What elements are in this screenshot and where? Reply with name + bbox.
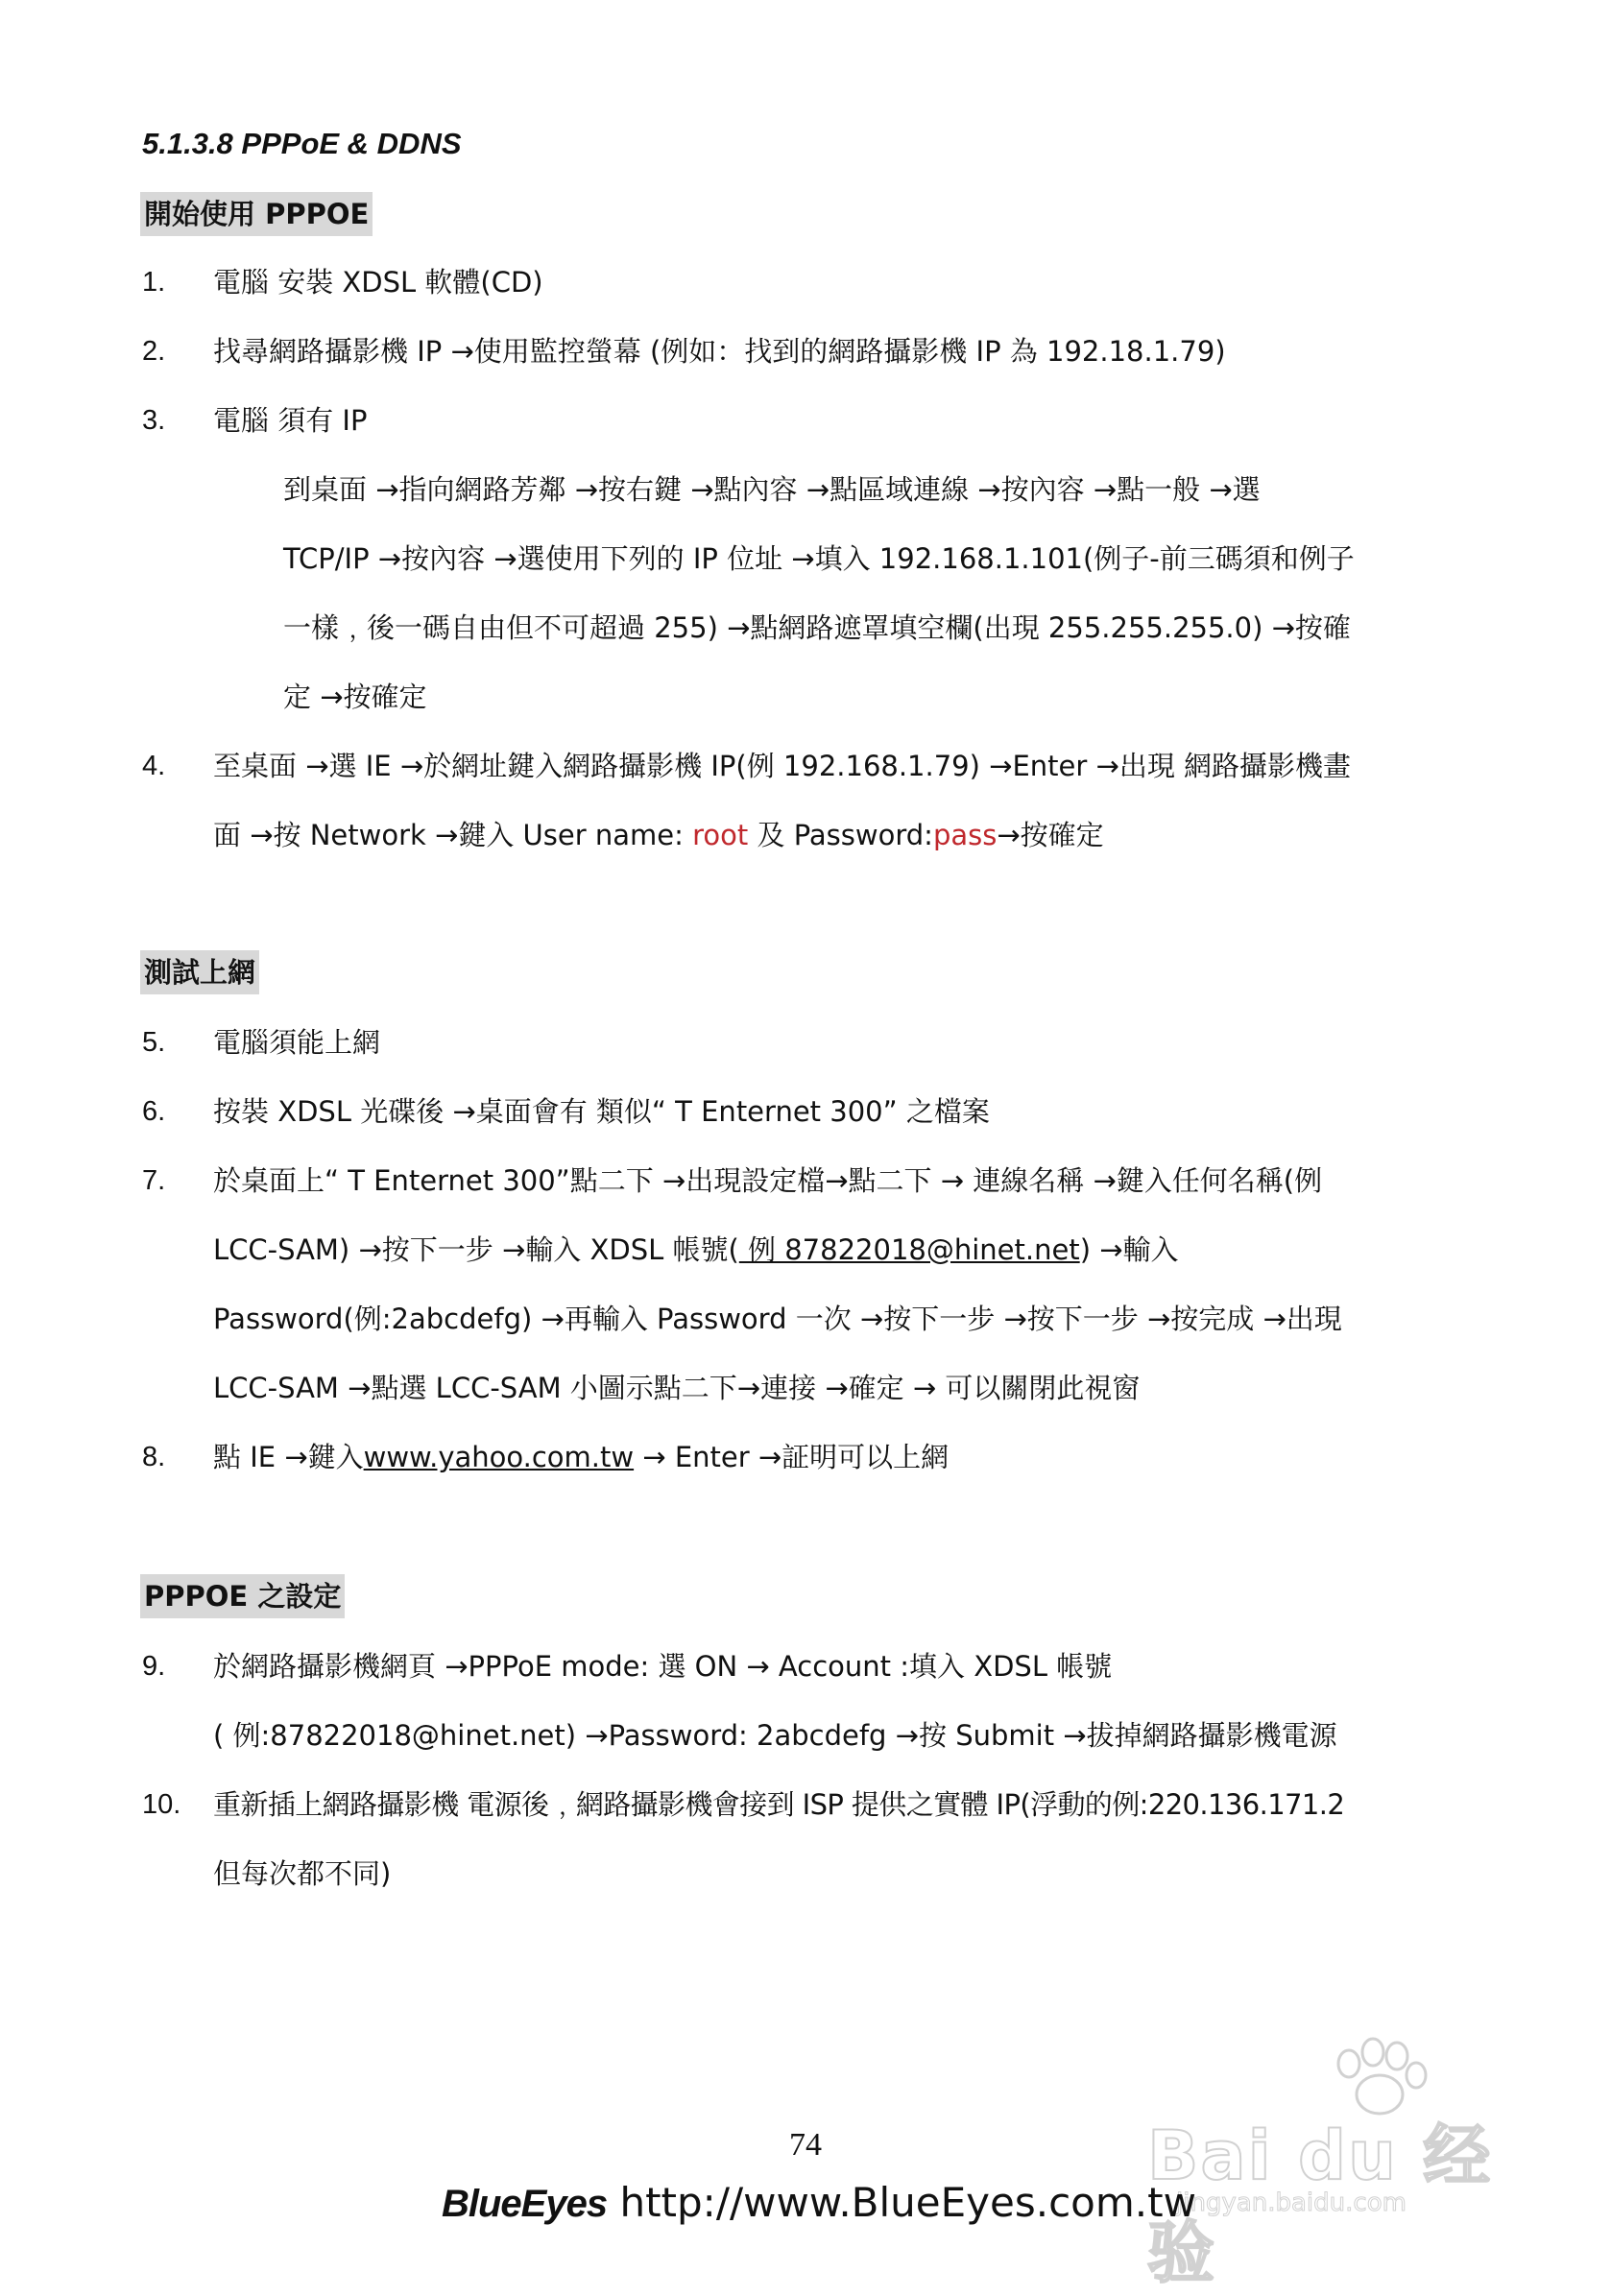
item-text-2: 找尋網路攝影機 IP →使用監控螢幕 (例如：找到的網路攝影機 IP 為 192.18.1.79) (213, 335, 1226, 368)
yahoo-link[interactable]: www.yahoo.com.tw (363, 1441, 635, 1473)
item-number-7: 7. (142, 1165, 166, 1196)
heading-pppoe-settings: PPPOE 之設定 (140, 1574, 345, 1618)
item-text-3-line-4: 定 →按確定 (283, 681, 427, 713)
item-number-5: 5. (142, 1027, 166, 1058)
item-text-3: 電腦 須有 IP (213, 404, 368, 437)
item-text-3-line-1: 到桌面 →指向網路芳鄰 →按右鍵 →點內容 →點區域連線 →按內容 →點一般 →選 (283, 473, 1261, 506)
section-title: 5.1.3.8 PPPoE & DDNS (142, 127, 462, 160)
item-text-3-line-2: TCP/IP →按內容 →選使用下列的 IP 位址 →填入 192.168.1.101(例子-前三碼須和例子 (283, 542, 1355, 575)
brand-logo: BlueEyes (442, 2183, 608, 2225)
footer-brand-line (442, 2179, 1196, 2226)
item-number-8: 8. (142, 1442, 166, 1472)
footer-url[interactable]: http://www.BlueEyes.com.tw (619, 2179, 1196, 2226)
item-text-1: 電腦 安裝 XDSL 軟體(CD) (213, 266, 543, 299)
item-number-4: 4. (142, 751, 166, 781)
heading-test-internet: 測試上網 (140, 950, 259, 994)
item-text-10-line-1: 重新插上網路攝影機 電源後﹐網路攝影機會接到 ISP 提供之實體 IP(浮動的例:220.136.171.2 (213, 1788, 1345, 1821)
item-text-7-suffix: ) →輸入 (1079, 1233, 1179, 1266)
watermark-url: jingyan.baidu.com (1176, 2188, 1407, 2217)
item-text-10-line-2: 但每次都不同) (213, 1857, 392, 1890)
item-text-4-line-1: 至桌面 →選 IE →於網址鍵入網路攝影機 IP(例 192.168.1.79) →Enter →出現 網路攝影機畫 (213, 750, 1352, 782)
item-text-5: 電腦須能上網 (213, 1026, 381, 1059)
item-text-6: 按裝 XDSL 光碟後 →桌面會有 類似“ T Enternet 300” 之檔案 (213, 1095, 990, 1128)
item-text-9-line-2: ( 例:87822018@hinet.net) →Password: 2abcdefg →按 Submit →拔掉網路攝影機電源 (213, 1719, 1337, 1752)
item-text-8-prefix: 點 IE →鍵入 (213, 1441, 364, 1473)
item-number-3: 3. (142, 405, 166, 436)
item-number-6: 6. (142, 1096, 166, 1127)
item-text-4-prefix: 面 →按 Network →鍵入 User name: (213, 819, 693, 851)
item-text-8 (213, 1438, 949, 1476)
hinet-account-link[interactable]: 例 87822018@hinet.net (738, 1233, 1080, 1266)
item-text-4-suffix: →按確定 (997, 819, 1104, 851)
item-number-9: 9. (142, 1651, 166, 1682)
item-number-2: 2. (142, 336, 166, 367)
item-text-9-line-1: 於網路攝影機網頁 →PPPoE mode: 選 ON → Account :填入 XDSL 帳號 (213, 1650, 1113, 1683)
item-text-7-line-2 (213, 1231, 1179, 1269)
heading-start-pppoe: 開始使用 PPPOE (140, 192, 373, 236)
watermark-logo: Bai du 经验 (1147, 2117, 1493, 2292)
item-text-7-prefix: LCC-SAM) →按下一步 →輸入 XDSL 帳號( (213, 1233, 739, 1266)
item-number-10: 10. (142, 1789, 181, 1820)
page-number: 74 (789, 2127, 822, 2163)
username-value: root (692, 819, 749, 851)
item-text-7-line-3: Password(例:2abcdefg) →再輸入 Password 一次 →按下一步 →按下一步 →按完成 →出現 (213, 1303, 1342, 1335)
item-text-3-line-3: 一樣﹐後一碼自由但不可超過 255) →點網路遮罩填空欄(出現 255.255.255.0) →按確 (283, 611, 1351, 644)
item-text-8-suffix: → Enter →証明可以上網 (634, 1441, 950, 1473)
item-text-7-line-1: 於桌面上“ T Enternet 300”點二下 →出現設定檔→點二下 → 連線名稱 →鍵入任何名稱(例 (213, 1164, 1323, 1197)
item-text-4-middle: 及 Password: (748, 819, 933, 851)
password-value: pass (932, 819, 998, 851)
item-text-4-line-2 (213, 816, 1104, 854)
item-text-7-line-4: LCC-SAM →點選 LCC-SAM 小圖示點二下→連接 →確定 → 可以關閉此視窗 (213, 1372, 1141, 1404)
item-number-1: 1. (142, 267, 166, 298)
